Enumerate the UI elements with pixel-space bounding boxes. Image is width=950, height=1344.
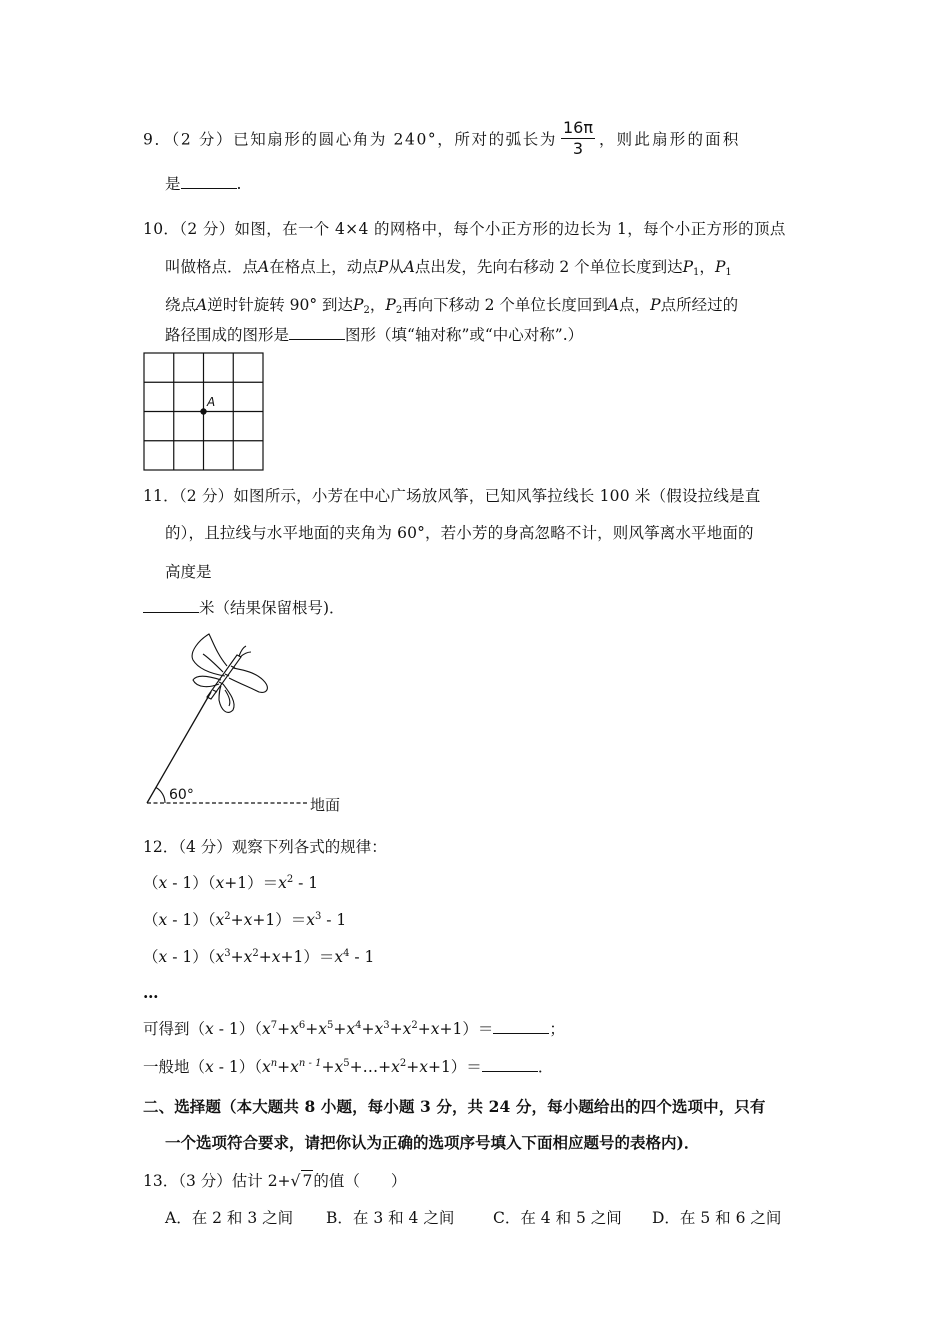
q12-lb-open: 一般地（ [143,1058,206,1076]
q11-line1 [143,486,761,506]
q12-lb-x1: x [419,1058,428,1076]
q11-kite-figure [143,630,353,816]
q11-line3 [165,562,212,582]
q12-lb-xn1: x [290,1058,299,1076]
q13-option-a[interactable]: A．在 2 和 3 之间 [165,1209,294,1227]
ground-label: 地面 [310,796,341,814]
q9-answer-blank[interactable] [181,174,237,189]
q12-la-p4: + [361,1020,375,1038]
q12-la-e2: 2 [411,1020,418,1031]
q9-line2 [165,174,241,194]
q12-line-b [143,1057,553,1077]
q12-la-e5: 5 [326,1020,334,1031]
q12-eq3-eq: +1）＝ [280,948,335,966]
q12-la-x4: x [346,1020,356,1038]
section2-text-2: 一个选项符合要求，请把你认为正确的选项序号填入下面相应题号的表格内)． [165,1133,700,1152]
q12-dots: … [143,983,159,1002]
q12-lb-xn: x [261,1058,271,1076]
q12-la-x1: x [430,1020,440,1038]
q12-la-open: 可得到（ [143,1020,206,1038]
q10-line3 [165,295,738,315]
q12-eq1-x2: x [215,874,225,892]
q12-eq2-plus: + [230,911,244,929]
q10-line4 [165,325,583,345]
q13-option-d[interactable]: D．在 5 和 6 之间 [652,1209,782,1227]
q12-eq1-open: （ [143,874,159,892]
q9-text-b: ，则此扇形的面积 [598,130,741,149]
q10-text-3e: 点所经过的 [660,296,739,314]
q12-line1 [143,837,387,857]
q10-comma2: ， [369,296,386,314]
q10-sub-1b: 1 [725,267,732,278]
q12-lb-nm1: n - 1 [298,1058,322,1069]
q13-option-c[interactable]: C．在 4 和 5 之间 [493,1209,622,1227]
q10-text-3d: 点， [619,296,651,314]
q11-line4 [143,598,345,618]
q13-stem-a: 13．（3 分）估计 2+ [143,1172,291,1190]
q12-line-a [143,1019,565,1039]
grid-point-a [200,408,206,414]
q12-eq2 [143,910,346,930]
q12-la-p6: + [417,1020,431,1038]
q10-answer-blank[interactable] [289,325,345,340]
q10-var-A: A [258,258,270,276]
q12-eq1-mid: - 1）（ [167,874,216,892]
q12-text-1: 12．（4 分）观察下列各式的规律： [143,838,387,856]
sqrt-sign-icon: √ [290,1172,301,1190]
q12-eq3-plus2: + [258,948,272,966]
q12-answer-blank-2[interactable] [482,1057,538,1072]
q13-radicand: 7 [302,1172,313,1190]
q13-option-b[interactable]: B．在 3 和 4 之间 [326,1209,455,1227]
q10-var-A4: A [607,296,620,314]
grid-label-a: A [207,395,216,409]
q12-la-x3: x [374,1020,384,1038]
q12-eq3-exp2: 2 [252,948,259,959]
q12-lb-p1: + [277,1058,291,1076]
q10-text-4b: 图形（填“轴对称”或“中心对称”.） [345,326,584,344]
section2-heading-line2 [165,1133,699,1153]
q12-la-x6: x [290,1020,299,1038]
q10-text-2b: 在格点上，动点 [269,258,378,276]
q12-lb-mid: - 1）（ [213,1058,262,1076]
q10-text-2c: 从 [388,258,404,276]
q12-eq3-end: - 1 [349,948,375,966]
q10-text-2a: 叫做格点．点 [165,258,259,276]
q12-eq2-end: - 1 [321,911,347,929]
q10-var-P2b: P [385,296,396,314]
q12-lb-e2: 2 [399,1058,407,1069]
q10-var-P: P [377,258,389,276]
q13-options [165,1208,781,1228]
q12-la-x0: x [205,1020,214,1038]
q12-eq3-mid: - 1）（ [167,948,216,966]
q12-la-p1: + [277,1020,291,1038]
q12-eq2-exp2: 2 [224,911,231,922]
q9-line1 [143,120,741,161]
q12-eq2-mid: - 1）（ [167,911,216,929]
q10-var-P2: P [353,296,364,314]
q12-eq3-x2: x [215,948,225,966]
q12-eq3 [143,947,374,967]
q10-grid-figure [143,352,265,472]
q12-eq3-open: （ [143,948,159,966]
q13-sqrt [291,1170,314,1191]
q12-eq1 [143,873,318,893]
q11-text-4: 米（结果保留根号)． [199,599,345,617]
q10-var-P1: P [682,258,694,276]
q12-eq3-plus1: + [230,948,244,966]
q12-eq2-x2: x [215,911,225,929]
q12-eq1-eq: +1）＝ [224,874,279,892]
q12-eq2-open: （ [143,911,159,929]
q12-eq2-eq: +1）＝ [252,911,307,929]
q12-lb-en1 [299,1058,322,1069]
q12-la-mid: - 1）（ [213,1020,262,1038]
q10-text-3b: 逆时针旋转 90° 到达 [207,296,354,314]
q12-la-e3: 3 [383,1020,390,1031]
q12-la-p3: + [333,1020,347,1038]
q12-eq2-x1: x [158,911,168,929]
q9-text-d: . [236,175,242,193]
q12-ellipsis [143,983,159,1003]
q12-lb-p2: + [321,1058,335,1076]
q10-text-1: 10．（2 分）如图，在一个 4×4 的网格中，每个小正方形的边长为 1，每个小正方形的顶点 [143,220,786,238]
q12-la-e4: 4 [355,1020,362,1031]
q12-la-p5: + [389,1020,403,1038]
q9-text-c: 是 [165,175,181,193]
q11-text-2: 的），且拉线与水平地面的夹角为 60°，若小芳的身高忽略不计，则风筝离水平地面的 [165,524,754,542]
q10-var-A3: A [196,296,208,314]
q11-line2 [165,523,754,543]
q10-text-3a: 绕点 [165,296,197,314]
q9-text-a: 9．（2 分）已知扇形的圆心角为 240°，所对的弧长为 [143,130,557,149]
q13-stem [143,1170,406,1191]
q12-la-x5: x [318,1020,327,1038]
q12-eq3-exp3: 3 [224,948,231,959]
q10-var-P1b: P [714,258,726,276]
q10-sub-2b: 2 [395,305,403,316]
q10-text-3c: 再向下移动 2 个单位长度回到 [402,296,608,314]
q12-la-semicolon: ； [549,1020,565,1038]
q10-text-4a: 路径围成的图形是 [165,326,290,344]
q12-la-x7: x [261,1020,271,1038]
q13-stem-b: 的值（ ） [313,1172,407,1190]
section2-heading-line1 [143,1097,766,1117]
q12-eq2-x3: x [243,911,253,929]
q12-eq2-x4: x [306,911,315,929]
q12-eq2-exp3: 3 [314,911,322,922]
q12-eq3-x1: x [158,948,168,966]
q12-lb-n: n [270,1058,278,1069]
q10-text-2d: 点出发，先向右移动 2 个单位长度到达 [414,258,683,276]
q11-text-1: 11．（2 分）如图所示，小芳在中心广场放风筝，已知风筝拉线长 100 米（假设拉线是直 [143,487,761,505]
q10-var-A2: A [403,258,415,276]
q12-eq3-exp4: 4 [343,948,350,959]
q12-la-eq: +1）＝ [439,1020,494,1038]
q11-text-3: 高度是 [165,563,212,581]
q12-eq3-x3: x [243,948,253,966]
q12-lb-eq: +1）＝ [427,1058,482,1076]
q12-la-e7: 7 [270,1020,278,1031]
q12-eq1-x3: x [278,874,287,892]
q12-lb-e5: 5 [343,1058,350,1069]
q10-comma: ， [699,258,715,276]
q9-fraction [561,118,595,159]
q10-line2 [165,257,732,277]
q12-la-e6: 6 [298,1020,306,1031]
q10-line1 [143,219,786,239]
butterfly-kite-icon [192,634,267,712]
q12-eq1-end: - 1 [293,874,319,892]
q10-sub-2: 2 [363,305,370,316]
angle-arc [156,788,165,804]
q12-lb-x2: x [391,1058,400,1076]
q10-var-P3: P [650,296,661,314]
q12-eq3-x5: x [334,948,344,966]
q9-frac-numerator: 16π [562,118,593,137]
q12-lb-period: ． [537,1058,554,1076]
q11-answer-blank[interactable] [143,598,199,613]
q9-frac-denominator: 3 [572,139,584,158]
q12-answer-blank-1[interactable] [493,1019,549,1034]
q12-la-p2: + [305,1020,319,1038]
q12-lb-dots: +…+ [349,1058,392,1076]
section2-text-1: 二、选择题（本大题共 8 小题，每小题 3 分，共 24 分，每小题给出的四个选项中，只有 [143,1097,766,1116]
q12-lb-p3: + [406,1058,420,1076]
q12-eq3-x4: x [271,948,281,966]
q12-lb-x5: x [334,1058,344,1076]
angle-label: 60° [169,787,194,803]
q10-sub-1: 1 [693,267,700,278]
q12-lb-x0: x [205,1058,214,1076]
q12-eq1-exp: 2 [286,874,294,885]
q12-la-x2: x [402,1020,412,1038]
q12-eq1-x1: x [158,874,168,892]
